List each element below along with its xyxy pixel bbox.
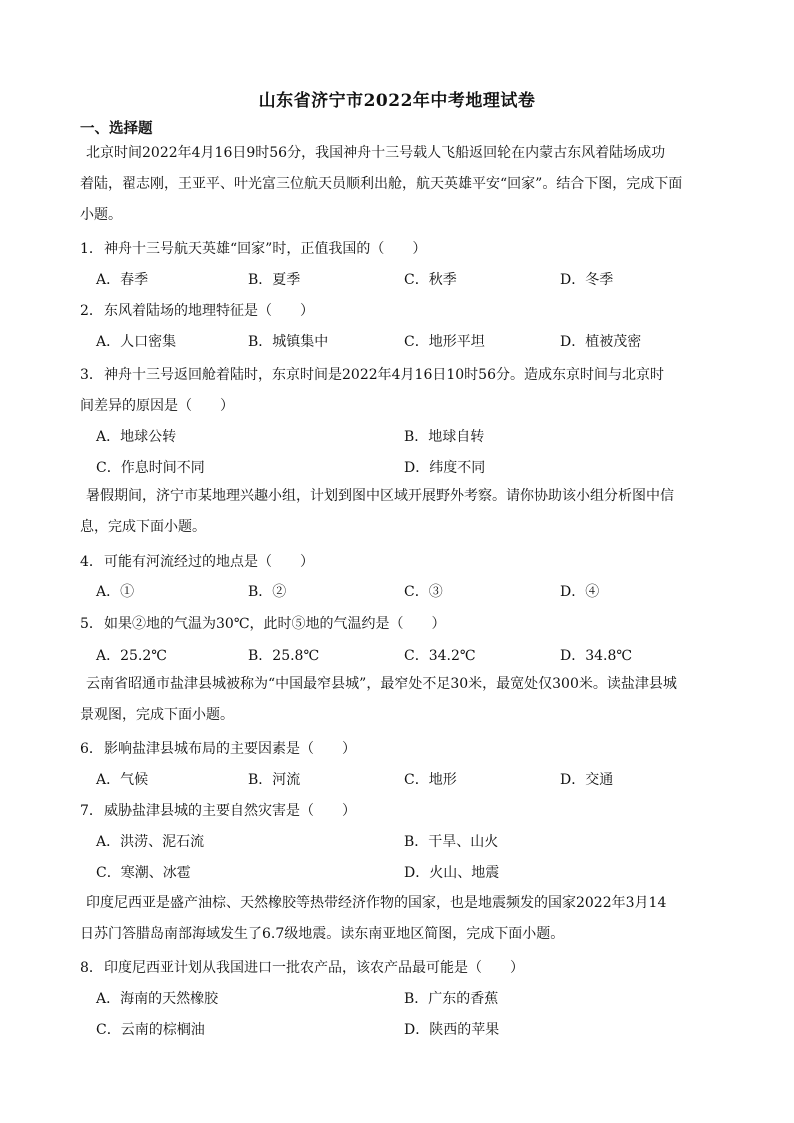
option-1c[interactable]: C．秋季	[404, 272, 457, 288]
option-3c[interactable]: C．作息时间不同	[96, 460, 205, 476]
question-text: 威胁盐津县城的主要自然灾害是（ ）	[104, 803, 356, 819]
question-3	[80, 364, 664, 384]
passage-4	[80, 888, 720, 950]
passage-line: 小题。	[80, 207, 122, 223]
question-number: 7．	[80, 803, 103, 819]
passage-line: 息，完成下面小题。	[80, 519, 206, 535]
option-8c[interactable]: C．云南的棕榈油	[96, 1022, 205, 1038]
page-title: 山东省济宁市2022年中考地理试卷	[258, 91, 536, 111]
option-1d[interactable]: D．冬季	[560, 272, 614, 288]
question-text: 影响盐津县城布局的主要因素是（ ）	[104, 741, 356, 757]
question-5	[80, 613, 445, 633]
question-number: 6．	[80, 741, 103, 757]
question-number: 5．	[80, 616, 103, 632]
option-8d[interactable]: D．陕西的苹果	[404, 1022, 500, 1038]
option-8b[interactable]: B．广东的香蕉	[404, 991, 499, 1007]
option-8a[interactable]: A．海南的天然橡胶	[96, 991, 219, 1007]
option-5d[interactable]: D．34.8℃	[560, 648, 633, 664]
passage-1	[80, 138, 720, 231]
passage-line: 暑假期间，济宁市某地理兴趣小组，计划到图中区域开展野外考察。请你协助该小组分析图中信	[86, 488, 674, 504]
option-3a[interactable]: A．地球公转	[96, 429, 177, 445]
question-text: 印度尼西亚计划从我国进口一批农产品，该农产品最可能是（ ）	[104, 960, 524, 976]
option-6a[interactable]: A．气候	[96, 772, 149, 788]
option-1a[interactable]: A．春季	[96, 272, 149, 288]
option-5b[interactable]: B．25.8℃	[248, 648, 320, 664]
passage-line: 景观图，完成下面小题。	[80, 707, 234, 723]
passage-line: 印度尼西亚是盛产油棕、天然橡胶等热带经济作物的国家，也是地震频发的国家2022年3月14	[86, 895, 667, 911]
question-4	[80, 551, 314, 571]
option-4d[interactable]: D．④	[560, 584, 600, 600]
option-3d[interactable]: D．纬度不同	[404, 460, 486, 476]
question-2	[80, 300, 314, 320]
passage-line: 北京时间2022年4月16日9时56分，我国神舟十三号载人飞船返回轮在内蒙古东风着陆场成功	[86, 145, 666, 161]
option-4c[interactable]: C．③	[404, 584, 443, 600]
question-text: 如果②地的气温为30℃，此时⑤地的气温约是（ ）	[104, 616, 446, 632]
question-text: 神舟十三号航天英雄“回家”时，正值我国的（ ）	[104, 241, 427, 257]
question-6	[80, 738, 356, 758]
question-3-continued: 间差异的原因是（ ）	[80, 398, 234, 414]
question-text: 神舟十三号返回舱着陆时，东京时间是2022年4月16日10时56分。造成东京时间与北京时	[104, 367, 664, 383]
option-7b[interactable]: B．干旱、山火	[404, 834, 499, 850]
option-2d[interactable]: D．植被茂密	[560, 334, 642, 350]
question-7	[80, 800, 356, 820]
option-6b[interactable]: B．河流	[248, 772, 301, 788]
question-number: 8．	[80, 960, 103, 976]
option-5a[interactable]: A．25.2℃	[96, 648, 167, 664]
option-2a[interactable]: A．人口密集	[96, 334, 177, 350]
question-text: 可能有河流经过的地点是（ ）	[104, 554, 314, 570]
question-8	[80, 957, 524, 977]
option-4a[interactable]: A．①	[96, 584, 135, 600]
section-heading: 一、选择题	[80, 120, 153, 137]
option-1b[interactable]: B．夏季	[248, 272, 301, 288]
option-4b[interactable]: B．②	[248, 584, 287, 600]
passage-line: 云南省昭通市盐津县城被称为“中国最窄县城”，最窄处不足30米，最宽处仅300米。读盐津县城	[86, 676, 677, 692]
option-7c[interactable]: C．寒潮、冰雹	[96, 865, 191, 881]
option-7d[interactable]: D．火山、地震	[404, 865, 500, 881]
question-number: 1．	[80, 241, 103, 257]
question-number: 3．	[80, 367, 103, 383]
question-number: 2．	[80, 303, 103, 319]
passage-2	[80, 481, 720, 543]
option-2c[interactable]: C．地形平坦	[404, 334, 485, 350]
passage-line: 着陆，翟志刚，王亚平、叶光富三位航天员顺利出舱，航天英雄平安“回家”。结合下图，完成下面	[80, 176, 683, 192]
option-5c[interactable]: C．34.2℃	[404, 648, 476, 664]
option-3b[interactable]: B．地球自转	[404, 429, 485, 445]
passage-3	[80, 669, 720, 731]
passage-line: 日苏门答腊岛南部海域发生了6.7级地震。读东南亚地区简图，完成下面小题。	[80, 926, 565, 942]
question-number: 4．	[80, 554, 103, 570]
option-6c[interactable]: C．地形	[404, 772, 457, 788]
option-6d[interactable]: D．交通	[560, 772, 614, 788]
question-text: 东风着陆场的地理特征是（ ）	[104, 303, 314, 319]
option-2b[interactable]: B．城镇集中	[248, 334, 329, 350]
question-1	[80, 238, 426, 258]
option-7a[interactable]: A．洪涝、泥石流	[96, 834, 205, 850]
